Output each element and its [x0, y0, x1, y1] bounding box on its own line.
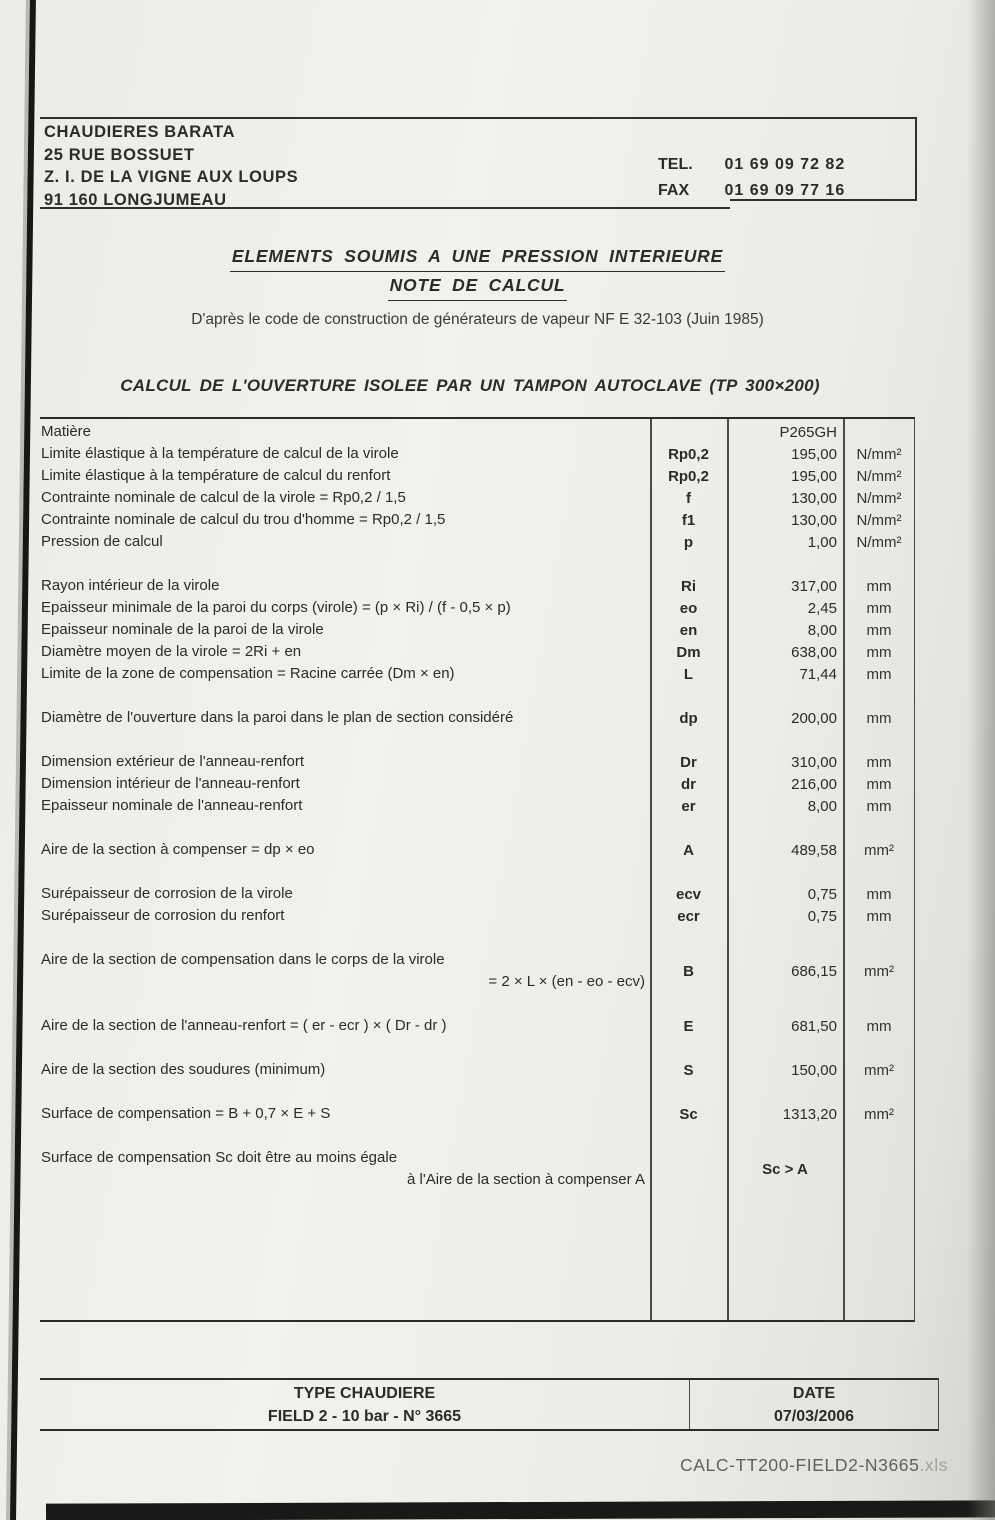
row-label-line1: Surface de compensation Sc doit être au moins égale	[41, 1149, 398, 1166]
row-label-line2: = 2 × L × (en - eo - ecv)	[488, 973, 645, 990]
row-symbol: f1	[681, 511, 696, 529]
row-label-line1: Epaisseur minimale de la paroi du corps (virole) = (p × Ri) / (f - 0,5 × p)	[41, 599, 511, 616]
row-label	[38, 619, 650, 641]
table-section-gap	[40, 729, 915, 751]
row-label-line1: Surépaisseur de corrosion du renfort	[41, 907, 285, 924]
row-symbol: en	[679, 621, 698, 639]
table-row	[40, 619, 915, 641]
row-label-line1: Pression de calcul	[41, 533, 163, 550]
table-row	[40, 509, 915, 531]
row-unit: mm	[866, 907, 892, 925]
row-symbol: ecv	[675, 885, 702, 903]
row-symbol: A	[683, 841, 694, 859]
row-label-line1: Aire de la section des soudures (minimum)	[41, 1061, 326, 1078]
contact-block	[658, 152, 845, 204]
row-unit: mm²	[864, 1061, 894, 1079]
row-symbol: S	[683, 1061, 694, 1079]
code-reference-subtitle: D'après le code de construction de générateurs de vapeur NF E 32-103 (Juin 1985)	[191, 311, 764, 328]
table-row	[40, 949, 915, 993]
table-section-gap	[40, 685, 915, 707]
row-label	[38, 1059, 650, 1081]
title-line-1: ELEMENTS SOUMIS A UNE PRESSION INTERIEURE	[230, 243, 725, 272]
row-value: 130,00	[791, 489, 837, 507]
row-value: 681,50	[791, 1017, 837, 1035]
row-value: 71,44	[799, 665, 837, 683]
row-value: P265GH	[779, 423, 837, 441]
row-value: 195,00	[791, 445, 837, 463]
row-label-line1: Epaisseur nominale de la paroi de la virole	[41, 621, 324, 638]
row-unit: mm²	[864, 1105, 894, 1123]
row-label-line1: Surépaisseur de corrosion de la virole	[41, 885, 293, 902]
row-unit: mm	[866, 577, 892, 595]
boiler-type-cell	[40, 1380, 690, 1429]
table-row	[40, 641, 915, 663]
row-symbol: dp	[679, 709, 698, 727]
row-label-line1: Limite de la zone de compensation = Racine carrée (Dm × en)	[41, 665, 455, 682]
table-section-gap	[40, 553, 915, 575]
row-label	[38, 1147, 650, 1191]
table-section-gap	[40, 861, 915, 883]
row-label	[38, 1103, 650, 1125]
calc-table-rows	[40, 421, 915, 1191]
row-unit: N/mm²	[856, 511, 902, 529]
row-value: 686,15	[791, 962, 837, 980]
row-symbol: Dm	[676, 643, 701, 661]
row-value: 310,00	[791, 753, 837, 771]
row-unit: mm	[866, 797, 892, 815]
boiler-type-value: FIELD 2 - 10 bar - N° 3665	[267, 1408, 462, 1425]
fax-line	[658, 178, 845, 204]
table-row	[40, 1015, 915, 1037]
company-address-block	[44, 121, 298, 211]
row-label-line1: Diamètre de l'ouverture dans la paroi dans le plan de section considéré	[41, 709, 514, 726]
row-value: 216,00	[791, 775, 837, 793]
table-row	[40, 707, 915, 729]
row-label	[38, 421, 650, 443]
row-value: 0,75	[807, 907, 837, 925]
table-row	[40, 839, 915, 861]
fax-label: FAX	[658, 182, 690, 199]
row-symbol: L	[683, 665, 694, 683]
row-symbol: dr	[681, 775, 696, 793]
header-box-right-border	[915, 117, 917, 201]
row-label	[38, 575, 650, 597]
row-unit: mm	[866, 885, 892, 903]
calculation-section-title: CALCUL DE L'OUVERTURE ISOLEE PAR UN TAMPON AUTOCLAVE (TP 300×200)	[120, 376, 820, 395]
row-symbol: Sc	[679, 1105, 698, 1123]
row-value: 130,00	[791, 511, 837, 529]
row-label	[38, 883, 650, 905]
document-title	[40, 243, 915, 301]
table-row	[40, 531, 915, 553]
row-value: 195,00	[791, 467, 837, 485]
row-label	[38, 531, 650, 553]
row-label-line1: Diamètre moyen de la virole = 2Ri + en	[41, 643, 302, 660]
scan-right-vignette	[967, 0, 995, 1520]
boiler-id-table	[40, 1378, 939, 1431]
row-unit: mm²	[864, 962, 894, 980]
row-label	[38, 487, 650, 509]
row-label	[38, 641, 650, 663]
row-symbol: er	[681, 797, 696, 815]
table-section-gap	[40, 927, 915, 949]
table-row	[40, 443, 915, 465]
date-label: DATE	[792, 1385, 836, 1402]
row-label-line2: à l'Aire de la section à compenser A	[407, 1171, 645, 1188]
table-row	[40, 751, 915, 773]
scan-bottom-edge	[46, 1500, 995, 1520]
row-unit: N/mm²	[856, 489, 902, 507]
filename-extension: .xls	[919, 1455, 949, 1475]
row-label	[38, 707, 650, 729]
calculation-table	[40, 417, 915, 1322]
table-row	[40, 421, 915, 443]
row-label-line1: Epaisseur nominale de l'anneau-renfort	[41, 797, 303, 814]
table-row	[40, 575, 915, 597]
row-symbol: Rp0,2	[668, 467, 709, 485]
row-symbol: Ri	[681, 577, 696, 595]
table-section-gap	[40, 1037, 915, 1059]
date-value: 07/03/2006	[773, 1408, 855, 1425]
row-unit: N/mm²	[856, 445, 902, 463]
row-label	[38, 839, 650, 861]
company-name: CHAUDIERES BARATA	[44, 123, 236, 141]
row-label	[38, 443, 650, 465]
row-value: 1,00	[807, 533, 837, 551]
row-symbol: eo	[679, 599, 698, 617]
table-row	[40, 883, 915, 905]
row-value: Sc > A	[762, 1160, 808, 1178]
row-symbol: ecr	[677, 907, 700, 925]
table-row	[40, 1103, 915, 1125]
row-value: 200,00	[791, 709, 837, 727]
row-symbol: f	[686, 489, 691, 507]
table-row	[40, 905, 915, 927]
company-city: 91 160 LONGJUMEAU	[44, 190, 227, 209]
boiler-type-label: TYPE CHAUDIERE	[293, 1385, 436, 1402]
row-label	[38, 949, 650, 993]
row-label	[38, 795, 650, 817]
row-label	[38, 465, 650, 487]
row-label-line1: Matière	[41, 423, 92, 440]
table-section-gap	[40, 1125, 915, 1147]
row-label	[38, 751, 650, 773]
row-label-line1: Rayon intérieur de la virole	[41, 577, 220, 594]
row-unit: N/mm²	[856, 533, 902, 551]
table-row	[40, 597, 915, 619]
header-box-top-border	[40, 117, 917, 119]
table-row	[40, 1059, 915, 1081]
filename-stamp	[680, 1455, 948, 1476]
tel-label: TEL.	[658, 156, 693, 173]
tel-line	[658, 152, 845, 178]
row-label-line1: Aire de la section à compenser = dp × eo	[41, 841, 315, 858]
row-label-line1: Aire de la section de l'anneau-renfort = ( er - ecr ) × ( Dr - dr )	[41, 1017, 447, 1034]
table-row	[40, 1147, 915, 1191]
row-label-line1: Limite élastique à la température de calcul du renfort	[41, 467, 391, 484]
row-label-line1: Contrainte nominale de calcul de la virole = Rp0,2 / 1,5	[41, 489, 406, 506]
row-unit: mm	[866, 599, 892, 617]
row-label	[38, 509, 650, 531]
row-unit: mm	[866, 709, 892, 727]
row-label-line1: Limite élastique à la température de calcul de la virole	[41, 445, 399, 462]
table-section-gap	[40, 817, 915, 839]
title-line-2: NOTE DE CALCUL	[388, 272, 568, 301]
table-row	[40, 663, 915, 685]
row-unit: mm	[866, 621, 892, 639]
table-row	[40, 773, 915, 795]
row-label	[38, 1015, 650, 1037]
row-unit: mm	[866, 775, 892, 793]
row-symbol: E	[683, 1017, 694, 1035]
row-label-line1: Aire de la section de compensation dans le corps de la virole	[41, 951, 445, 968]
row-label-line1: Dimension extérieur de l'anneau-renfort	[41, 753, 305, 770]
table-row	[40, 487, 915, 509]
row-label	[38, 905, 650, 927]
row-unit: mm	[866, 1017, 892, 1035]
row-symbol: Dr	[680, 753, 697, 771]
row-value: 8,00	[807, 797, 837, 815]
table-row	[40, 795, 915, 817]
row-label	[38, 773, 650, 795]
row-unit: mm²	[864, 841, 894, 859]
date-cell	[690, 1380, 938, 1429]
row-symbol: Rp0,2	[668, 445, 709, 463]
row-label	[38, 663, 650, 685]
row-unit: mm	[866, 665, 892, 683]
row-value: 2,45	[807, 599, 837, 617]
row-unit: mm	[866, 753, 892, 771]
row-value: 1313,20	[782, 1105, 837, 1123]
row-label	[38, 597, 650, 619]
filename-text: CALC-TT200-FIELD2-N3665	[680, 1455, 920, 1475]
row-symbol: p	[683, 533, 694, 551]
company-area: Z. I. DE LA VIGNE AUX LOUPS	[44, 168, 299, 186]
row-symbol: B	[683, 962, 694, 980]
row-label-line1: Contrainte nominale de calcul du trou d'homme = Rp0,2 / 1,5	[41, 511, 446, 528]
row-value: 489,58	[791, 841, 837, 859]
row-value: 150,00	[791, 1061, 837, 1079]
row-unit: mm	[866, 643, 892, 661]
table-section-gap	[40, 1081, 915, 1103]
row-label-line1: Surface de compensation = B + 0,7 × E + S	[41, 1105, 331, 1122]
row-value: 638,00	[791, 643, 837, 661]
row-unit: N/mm²	[856, 467, 902, 485]
row-value: 317,00	[791, 577, 837, 595]
table-section-gap	[40, 993, 915, 1015]
row-label-line1: Dimension intérieur de l'anneau-renfort	[41, 775, 300, 792]
row-value: 8,00	[807, 621, 837, 639]
row-value: 0,75	[807, 885, 837, 903]
table-row	[40, 465, 915, 487]
fax-number: 01 69 09 77 16	[724, 182, 846, 199]
tel-number: 01 69 09 72 82	[724, 156, 846, 173]
company-street: 25 RUE BOSSUET	[44, 145, 195, 164]
